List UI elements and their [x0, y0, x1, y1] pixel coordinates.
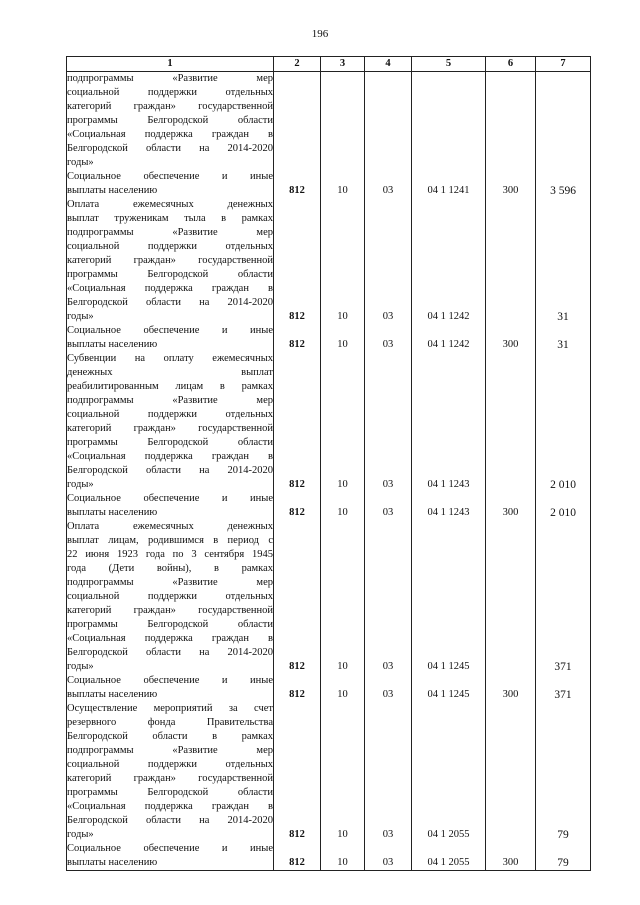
target-article-code: 04 1 1243 [412, 352, 486, 492]
table-row [67, 520, 591, 674]
description-line: подпрограммы «Развитие мер [67, 227, 273, 238]
ministry-code: 812 [274, 674, 321, 702]
amount: 31 [536, 198, 591, 324]
description-line: категорий граждан» государственной [67, 605, 273, 616]
ministry-code: 812 [274, 170, 321, 198]
table-row [67, 842, 591, 871]
description-line: «Социальная поддержка граждан в [67, 129, 273, 140]
row-description [67, 492, 274, 520]
description-line: «Социальная поддержка граждан в [67, 451, 273, 462]
header-col-3: 3 [321, 57, 365, 72]
description-line: подпрограммы «Развитие мер [67, 745, 273, 756]
table-row [67, 674, 591, 702]
expense-type-code: 300 [486, 170, 536, 198]
header-col-5: 5 [412, 57, 486, 72]
expense-type-code: 300 [486, 324, 536, 352]
row-description [67, 520, 274, 674]
amount: 371 [536, 520, 591, 674]
header-col-2: 2 [274, 57, 321, 72]
target-article-code [412, 72, 486, 171]
description-line: программы Белгородской области [67, 437, 273, 448]
description-line: выплаты населению [67, 507, 158, 518]
description-line: Социальное обеспечение и иные [67, 493, 273, 504]
description-line: программы Белгородской области [67, 269, 273, 280]
ministry-code: 812 [274, 520, 321, 674]
description-line: годы» [67, 479, 94, 490]
section-code: 10 [321, 842, 365, 871]
row-description [67, 324, 274, 352]
section-code: 10 [321, 170, 365, 198]
row-description [67, 842, 274, 871]
description-line: денежных выплат [67, 367, 273, 378]
table-row [67, 492, 591, 520]
ministry-code [274, 72, 321, 171]
description-line: категорий граждан» государственной [67, 255, 273, 266]
description-line: годы» [67, 157, 94, 168]
budget-table [66, 56, 591, 871]
target-article-code: 04 1 1245 [412, 674, 486, 702]
description-line: категорий граждан» государственной [67, 101, 273, 112]
description-line: подпрограммы «Развитие мер [67, 577, 273, 588]
description-line: «Социальная поддержка граждан в [67, 283, 273, 294]
amount: 3 596 [536, 170, 591, 198]
description-line: годы» [67, 661, 94, 672]
subsection-code: 03 [365, 324, 412, 352]
subsection-code: 03 [365, 674, 412, 702]
page-number: 196 [311, 28, 329, 40]
description-line: Осуществление мероприятий за счет [67, 703, 273, 714]
header-col-4: 4 [365, 57, 412, 72]
expense-type-code: 300 [486, 842, 536, 871]
table-row [67, 170, 591, 198]
expense-type-code [486, 72, 536, 171]
description-line: программы Белгородской области [67, 787, 273, 798]
subsection-code: 03 [365, 702, 412, 842]
expense-type-code [486, 520, 536, 674]
description-line: 22 июня 1923 года по 3 сентября 1945 [67, 549, 273, 560]
description-line: выплаты населению [67, 857, 158, 868]
header-col-7: 7 [536, 57, 591, 72]
expense-type-code [486, 352, 536, 492]
description-line: Социальное обеспечение и иные [67, 325, 273, 336]
description-line: реабилитированным лицам в рамках [67, 381, 273, 392]
expense-type-code [486, 702, 536, 842]
amount: 371 [536, 674, 591, 702]
description-line: выплаты населению [67, 339, 158, 350]
row-description [67, 198, 274, 324]
subsection-code: 03 [365, 170, 412, 198]
expense-type-code: 300 [486, 492, 536, 520]
description-line: программы Белгородской области [67, 115, 273, 126]
description-line: социальной поддержки отдельных [67, 591, 273, 602]
row-description [67, 702, 274, 842]
description-line: Субвенции на оплату ежемесячных [67, 353, 273, 364]
description-line: «Социальная поддержка граждан в [67, 633, 273, 644]
subsection-code [365, 72, 412, 171]
row-description [67, 674, 274, 702]
description-line: Белгородской области на 2014-2020 [67, 297, 273, 308]
description-line: годы» [67, 829, 94, 840]
table-row [67, 702, 591, 842]
header-col-6: 6 [486, 57, 536, 72]
description-line: Белгородской области на 2014-2020 [67, 465, 273, 476]
subsection-code: 03 [365, 520, 412, 674]
ministry-code: 812 [274, 492, 321, 520]
table-body [67, 72, 591, 871]
subsection-code: 03 [365, 198, 412, 324]
description-line: Белгородской области на 2014-2020 [67, 647, 273, 658]
amount: 79 [536, 702, 591, 842]
description-line: программы Белгородской области [67, 619, 273, 630]
description-line: выплаты населению [67, 185, 158, 196]
description-line: социальной поддержки отдельных [67, 241, 273, 252]
description-line: Оплата ежемесячных денежных [67, 521, 273, 532]
description-line: социальной поддержки отдельных [67, 87, 273, 98]
description-line: резервного фонда Правительства [67, 717, 273, 728]
header-row [67, 57, 591, 72]
description-line: Социальное обеспечение и иные [67, 675, 273, 686]
description-line: социальной поддержки отдельных [67, 759, 273, 770]
target-article-code: 04 1 1243 [412, 492, 486, 520]
table-row [67, 72, 591, 171]
target-article-code: 04 1 2055 [412, 842, 486, 871]
target-article-code: 04 1 1242 [412, 324, 486, 352]
description-line: социальной поддержки отдельных [67, 409, 273, 420]
description-line: выплат лицам, родившимся в период с [67, 535, 273, 546]
description-line: выплаты населению [67, 689, 158, 700]
description-line: Белгородской области на 2014-2020 [67, 815, 273, 826]
subsection-code: 03 [365, 352, 412, 492]
section-code: 10 [321, 702, 365, 842]
amount [536, 72, 591, 171]
section-code: 10 [321, 198, 365, 324]
section-code: 10 [321, 520, 365, 674]
description-line: года (Дети войны), в рамках [67, 563, 273, 574]
ministry-code: 812 [274, 702, 321, 842]
target-article-code: 04 1 1245 [412, 520, 486, 674]
row-description [67, 72, 274, 171]
description-line: подпрограммы «Развитие мер [67, 73, 273, 84]
section-code: 10 [321, 492, 365, 520]
description-line: Социальное обеспечение и иные [67, 171, 273, 182]
subsection-code: 03 [365, 492, 412, 520]
section-code: 10 [321, 674, 365, 702]
amount: 79 [536, 842, 591, 871]
ministry-code: 812 [274, 324, 321, 352]
ministry-code: 812 [274, 352, 321, 492]
header-col-1: 1 [67, 57, 274, 72]
description-line: Социальное обеспечение и иные [67, 843, 273, 854]
description-line: выплат труженикам тыла в рамках [67, 213, 273, 224]
ministry-code: 812 [274, 198, 321, 324]
description-line: годы» [67, 311, 94, 322]
row-description [67, 170, 274, 198]
subsection-code: 03 [365, 842, 412, 871]
expense-type-code: 300 [486, 674, 536, 702]
description-line: Белгородской области на 2014-2020 [67, 143, 273, 154]
table-row [67, 352, 591, 492]
description-line: категорий граждан» государственной [67, 773, 273, 784]
row-description [67, 352, 274, 492]
description-line: «Социальная поддержка граждан в [67, 801, 273, 812]
target-article-code: 04 1 1242 [412, 198, 486, 324]
section-code: 10 [321, 352, 365, 492]
table-row [67, 324, 591, 352]
description-line: подпрограммы «Развитие мер [67, 395, 273, 406]
target-article-code: 04 1 2055 [412, 702, 486, 842]
section-code [321, 72, 365, 171]
description-line: Белгородской области в рамках [67, 731, 273, 742]
amount: 2 010 [536, 492, 591, 520]
description-line: Оплата ежемесячных денежных [67, 199, 273, 210]
ministry-code: 812 [274, 842, 321, 871]
amount: 31 [536, 324, 591, 352]
expense-type-code [486, 198, 536, 324]
target-article-code: 04 1 1241 [412, 170, 486, 198]
description-line: категорий граждан» государственной [67, 423, 273, 434]
amount: 2 010 [536, 352, 591, 492]
section-code: 10 [321, 324, 365, 352]
table-row [67, 198, 591, 324]
